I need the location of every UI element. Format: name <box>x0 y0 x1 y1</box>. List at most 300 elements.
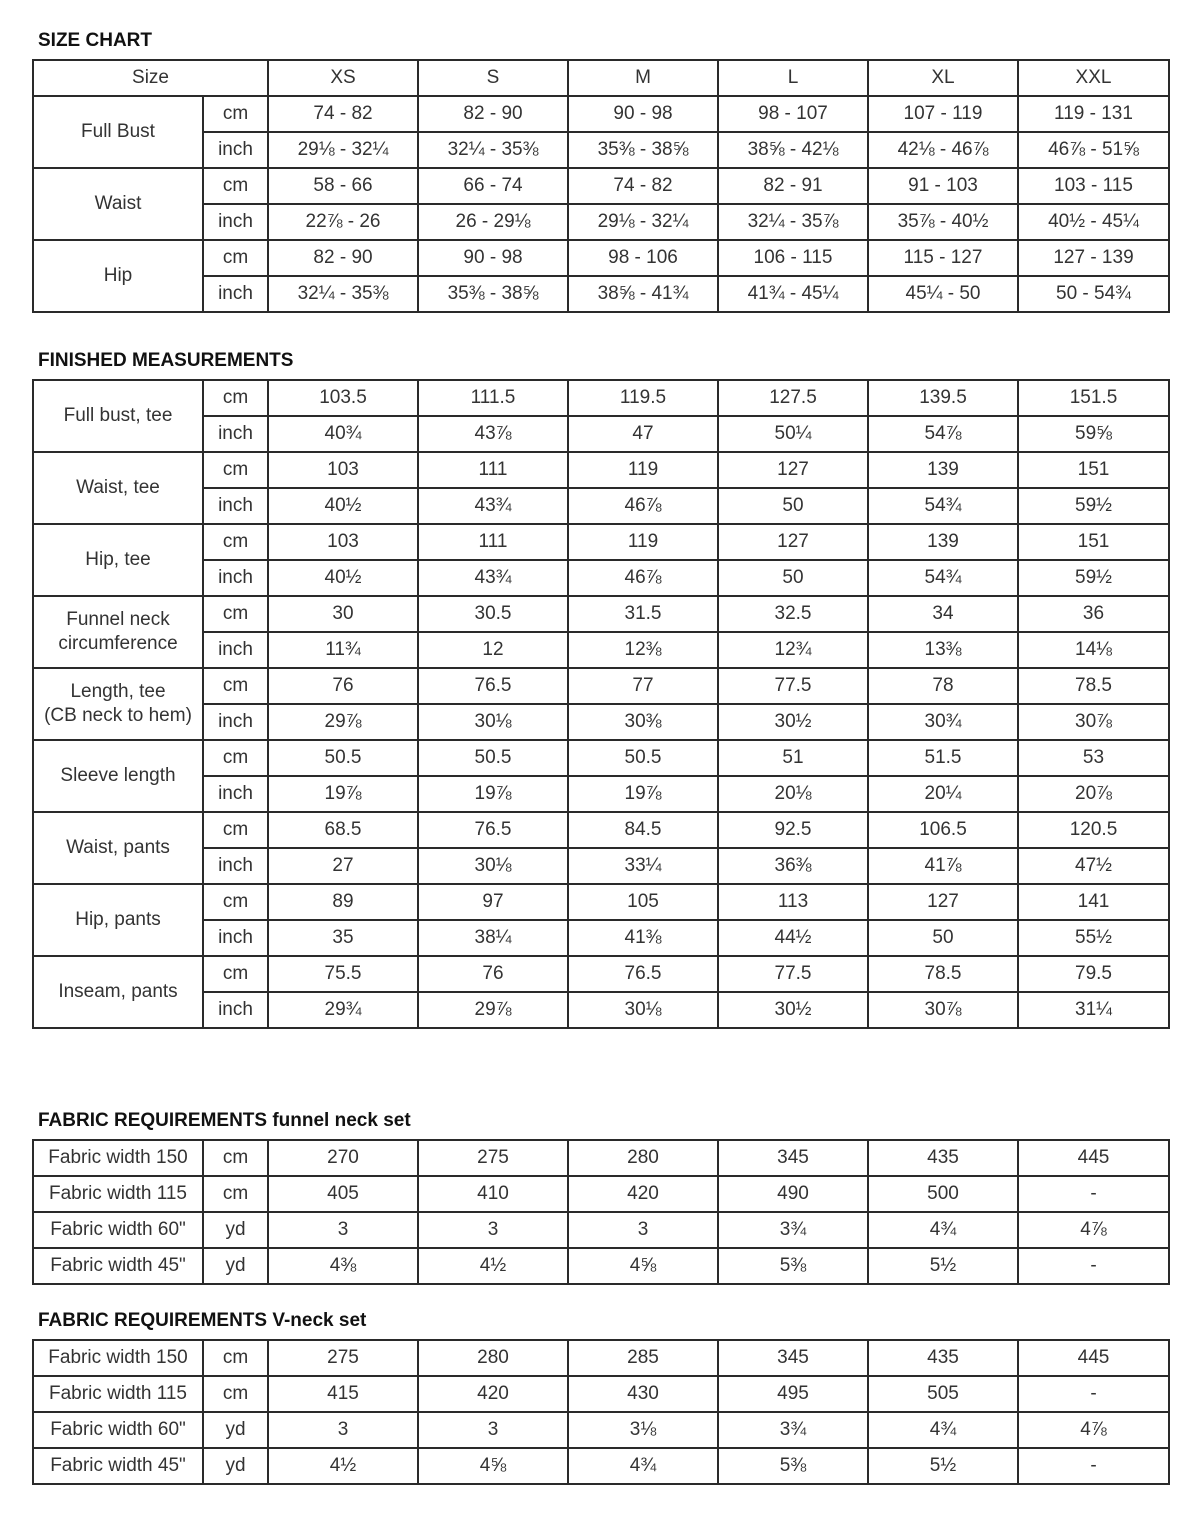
value-cell: 430 <box>568 1376 718 1412</box>
value-cell: - <box>1018 1448 1169 1484</box>
table-row <box>33 276 1169 312</box>
value-cell: 106.5 <box>868 812 1018 848</box>
value-cell: 40¾ <box>268 416 418 452</box>
value-cell: 490 <box>718 1176 868 1212</box>
value-cell: 5½ <box>868 1248 1018 1284</box>
table-row <box>33 992 1169 1028</box>
unit-cell: inch <box>203 276 268 312</box>
unit-cell: cm <box>203 1340 268 1376</box>
value-cell: 139 <box>868 452 1018 488</box>
size-column-header: XL <box>868 60 1018 96</box>
value-cell: 4⅞ <box>1018 1212 1169 1248</box>
value-cell: 35⅞ - 40½ <box>868 204 1018 240</box>
measurement-label <box>33 380 203 452</box>
value-cell: 55½ <box>1018 920 1169 956</box>
value-cell: 111 <box>418 524 568 560</box>
value-cell: 420 <box>568 1176 718 1212</box>
table-row <box>33 812 1169 848</box>
value-cell: 50 <box>718 560 868 596</box>
unit-cell: cm <box>203 452 268 488</box>
value-cell: 139 <box>868 524 1018 560</box>
unit-cell: inch <box>203 848 268 884</box>
table-row <box>33 848 1169 884</box>
value-cell: 3¾ <box>718 1212 868 1248</box>
value-cell: 30 <box>268 596 418 632</box>
value-cell: 3 <box>418 1212 568 1248</box>
table-row <box>33 96 1169 132</box>
value-cell: 415 <box>268 1376 418 1412</box>
unit-cell: cm <box>203 524 268 560</box>
value-cell: 151 <box>1018 452 1169 488</box>
measurement-label: Full Bust <box>33 96 203 168</box>
size-column-header: XS <box>268 60 418 96</box>
value-cell: 445 <box>1018 1140 1169 1176</box>
value-cell: 77.5 <box>718 956 868 992</box>
value-cell: 59½ <box>1018 488 1169 524</box>
measurement-label-line: (CB neck to hem) <box>44 705 192 726</box>
value-cell: 30⅛ <box>568 992 718 1028</box>
value-cell: 38¼ <box>418 920 568 956</box>
value-cell: 98 - 106 <box>568 240 718 276</box>
value-cell: 3 <box>268 1412 418 1448</box>
value-cell: 97 <box>418 884 568 920</box>
table-row <box>33 168 1169 204</box>
value-cell: 77 <box>568 668 718 704</box>
value-cell: 345 <box>718 1340 868 1376</box>
unit-cell: cm <box>203 96 268 132</box>
table-row <box>33 416 1169 452</box>
value-cell: 30⅜ <box>568 704 718 740</box>
value-cell: 103 <box>268 452 418 488</box>
value-cell: 74 - 82 <box>568 168 718 204</box>
value-cell: 3 <box>568 1212 718 1248</box>
value-cell: 91 - 103 <box>868 168 1018 204</box>
value-cell: 119 <box>568 452 718 488</box>
measurement-label <box>33 956 203 1028</box>
value-cell: 33¼ <box>568 848 718 884</box>
unit-cell: inch <box>203 920 268 956</box>
unit-cell: cm <box>203 1376 268 1412</box>
value-cell: - <box>1018 1248 1169 1284</box>
value-cell: 41⅜ <box>568 920 718 956</box>
fabric-width-label: Fabric width 150 <box>33 1340 203 1376</box>
table-row <box>33 668 1169 704</box>
value-cell: 119 <box>568 524 718 560</box>
value-cell: 31¼ <box>1018 992 1169 1028</box>
fabric-width-label: Fabric width 150 <box>33 1140 203 1176</box>
measurement-label-line: circumference <box>58 633 178 654</box>
unit-cell: cm <box>203 956 268 992</box>
value-cell: 111.5 <box>418 380 568 416</box>
value-cell: 4⅜ <box>268 1248 418 1284</box>
value-cell: 275 <box>268 1340 418 1376</box>
value-cell: 127 <box>718 452 868 488</box>
unit-cell: inch <box>203 416 268 452</box>
measurement-label-line: Hip, tee <box>85 549 151 570</box>
value-cell: 82 - 90 <box>418 96 568 132</box>
finished-measurements-table <box>32 379 1170 1029</box>
value-cell: 40½ - 45¼ <box>1018 204 1169 240</box>
table-row <box>33 596 1169 632</box>
measurement-label <box>33 884 203 956</box>
table-row <box>33 956 1169 992</box>
value-cell: 41⅞ <box>868 848 1018 884</box>
unit-cell: inch <box>203 992 268 1028</box>
value-cell: 46⅞ - 51⅝ <box>1018 132 1169 168</box>
unit-cell: cm <box>203 884 268 920</box>
unit-cell: inch <box>203 488 268 524</box>
unit-cell: inch <box>203 560 268 596</box>
value-cell: 92.5 <box>718 812 868 848</box>
value-cell: 22⅞ - 26 <box>268 204 418 240</box>
measurement-label <box>33 596 203 668</box>
value-cell: 500 <box>868 1176 1018 1212</box>
value-cell: 4¾ <box>568 1448 718 1484</box>
fabric-funnel-title: FABRIC REQUIREMENTS funnel neck set <box>38 1110 411 1131</box>
value-cell: 54⅞ <box>868 416 1018 452</box>
value-cell: 36 <box>1018 596 1169 632</box>
size-column-header: M <box>568 60 718 96</box>
unit-cell: cm <box>203 740 268 776</box>
value-cell: 26 - 29⅛ <box>418 204 568 240</box>
measurement-label-line: Inseam, pants <box>58 981 178 1002</box>
value-cell: 51 <box>718 740 868 776</box>
value-cell: - <box>1018 1176 1169 1212</box>
value-cell: 405 <box>268 1176 418 1212</box>
value-cell: 82 - 90 <box>268 240 418 276</box>
value-cell: 5½ <box>868 1448 1018 1484</box>
value-cell: 151 <box>1018 524 1169 560</box>
value-cell: 19⅞ <box>568 776 718 812</box>
value-cell: 103.5 <box>268 380 418 416</box>
value-cell: 5⅜ <box>718 1448 868 1484</box>
value-cell: 151.5 <box>1018 380 1169 416</box>
value-cell: 4½ <box>268 1448 418 1484</box>
value-cell: 75.5 <box>268 956 418 992</box>
value-cell: 30.5 <box>418 596 568 632</box>
value-cell: 32¼ - 35⅞ <box>718 204 868 240</box>
value-cell: 46⅞ <box>568 488 718 524</box>
measurement-label: Waist <box>33 168 203 240</box>
value-cell: 45¼ - 50 <box>868 276 1018 312</box>
value-cell: 4¾ <box>868 1212 1018 1248</box>
value-cell: 5⅜ <box>718 1248 868 1284</box>
value-cell: 74 - 82 <box>268 96 418 132</box>
value-cell: 127 <box>718 524 868 560</box>
measurement-label <box>33 668 203 740</box>
table-row <box>33 776 1169 812</box>
table-row <box>33 560 1169 596</box>
table-row <box>33 1412 1169 1448</box>
unit-cell: cm <box>203 668 268 704</box>
unit-cell: cm <box>203 1176 268 1212</box>
value-cell: 3 <box>268 1212 418 1248</box>
value-cell: 89 <box>268 884 418 920</box>
value-cell: 29¾ <box>268 992 418 1028</box>
table-row <box>33 884 1169 920</box>
table-row <box>33 524 1169 560</box>
table-row <box>33 132 1169 168</box>
measurement-label <box>33 452 203 524</box>
unit-cell: cm <box>203 240 268 276</box>
unit-cell: inch <box>203 632 268 668</box>
value-cell: 43¾ <box>418 560 568 596</box>
value-cell: 76.5 <box>418 812 568 848</box>
fabric-vneck-title: FABRIC REQUIREMENTS V-neck set <box>38 1310 367 1331</box>
value-cell: 35 <box>268 920 418 956</box>
measurement-label-line: Hip, pants <box>75 909 161 930</box>
value-cell: 79.5 <box>1018 956 1169 992</box>
value-cell: 20⅞ <box>1018 776 1169 812</box>
value-cell: 50¼ <box>718 416 868 452</box>
unit-cell: cm <box>203 380 268 416</box>
value-cell: 4½ <box>418 1248 568 1284</box>
value-cell: 103 - 115 <box>1018 168 1169 204</box>
fabric-width-label: Fabric width 60" <box>33 1412 203 1448</box>
value-cell: 47 <box>568 416 718 452</box>
table-row <box>33 204 1169 240</box>
value-cell: 50 <box>718 488 868 524</box>
size-column-header: XXL <box>1018 60 1169 96</box>
value-cell: 31.5 <box>568 596 718 632</box>
value-cell: 77.5 <box>718 668 868 704</box>
measurement-label <box>33 524 203 596</box>
value-cell: 141 <box>1018 884 1169 920</box>
table-row <box>33 488 1169 524</box>
value-cell: 66 - 74 <box>418 168 568 204</box>
measurement-label-line: Waist, tee <box>76 477 160 498</box>
size-header-row <box>33 60 1169 96</box>
value-cell: 11¾ <box>268 632 418 668</box>
measurement-label-line: Waist, pants <box>66 837 170 858</box>
value-cell: 32¼ - 35⅜ <box>268 276 418 312</box>
value-cell: 58 - 66 <box>268 168 418 204</box>
table-row <box>33 740 1169 776</box>
value-cell: 3⅛ <box>568 1412 718 1448</box>
value-cell: 59½ <box>1018 560 1169 596</box>
value-cell: 115 - 127 <box>868 240 1018 276</box>
value-cell: 13⅜ <box>868 632 1018 668</box>
value-cell: 105 <box>568 884 718 920</box>
value-cell: 50 - 54¾ <box>1018 276 1169 312</box>
value-cell: - <box>1018 1376 1169 1412</box>
value-cell: 35⅜ - 38⅝ <box>568 132 718 168</box>
value-cell: 12¾ <box>718 632 868 668</box>
size-header-label: Size <box>33 60 268 96</box>
measurement-label <box>33 740 203 812</box>
unit-cell: yd <box>203 1448 268 1484</box>
unit-cell: yd <box>203 1212 268 1248</box>
value-cell: 127 - 139 <box>1018 240 1169 276</box>
value-cell: 42⅛ - 46⅞ <box>868 132 1018 168</box>
unit-cell: cm <box>203 812 268 848</box>
value-cell: 54¾ <box>868 560 1018 596</box>
value-cell: 30¾ <box>868 704 1018 740</box>
fabric-funnel-table <box>32 1139 1170 1285</box>
measurement-label-line: Length, tee <box>70 681 166 702</box>
value-cell: 40½ <box>268 560 418 596</box>
value-cell: 59⅝ <box>1018 416 1169 452</box>
value-cell: 3¾ <box>718 1412 868 1448</box>
value-cell: 435 <box>868 1340 1018 1376</box>
table-row <box>33 380 1169 416</box>
value-cell: 275 <box>418 1140 568 1176</box>
unit-cell: inch <box>203 776 268 812</box>
value-cell: 68.5 <box>268 812 418 848</box>
table-row <box>33 1376 1169 1412</box>
value-cell: 280 <box>418 1340 568 1376</box>
value-cell: 435 <box>868 1140 1018 1176</box>
value-cell: 44½ <box>718 920 868 956</box>
value-cell: 4¾ <box>868 1412 1018 1448</box>
table-row <box>33 1448 1169 1484</box>
value-cell: 46⅞ <box>568 560 718 596</box>
value-cell: 41¾ - 45¼ <box>718 276 868 312</box>
value-cell: 127.5 <box>718 380 868 416</box>
value-cell: 119 - 131 <box>1018 96 1169 132</box>
value-cell: 30½ <box>718 704 868 740</box>
measurement-label <box>33 812 203 884</box>
unit-cell: inch <box>203 704 268 740</box>
table-row <box>33 452 1169 488</box>
value-cell: 27 <box>268 848 418 884</box>
table-row <box>33 1140 1169 1176</box>
unit-cell: inch <box>203 204 268 240</box>
value-cell: 90 - 98 <box>568 96 718 132</box>
value-cell: 19⅞ <box>418 776 568 812</box>
unit-cell: inch <box>203 132 268 168</box>
value-cell: 495 <box>718 1376 868 1412</box>
fabric-width-label: Fabric width 60" <box>33 1212 203 1248</box>
table-row <box>33 240 1169 276</box>
size-column-header: S <box>418 60 568 96</box>
value-cell: 29⅞ <box>268 704 418 740</box>
finished-measurements-title: FINISHED MEASUREMENTS <box>38 350 294 371</box>
value-cell: 20¼ <box>868 776 1018 812</box>
value-cell: 51.5 <box>868 740 1018 776</box>
table-row <box>33 632 1169 668</box>
value-cell: 76.5 <box>568 956 718 992</box>
value-cell: 505 <box>868 1376 1018 1412</box>
unit-cell: yd <box>203 1248 268 1284</box>
value-cell: 30⅛ <box>418 848 568 884</box>
value-cell: 76 <box>268 668 418 704</box>
value-cell: 12⅜ <box>568 632 718 668</box>
unit-cell: cm <box>203 168 268 204</box>
value-cell: 345 <box>718 1140 868 1176</box>
value-cell: 78.5 <box>868 956 1018 992</box>
unit-cell: cm <box>203 1140 268 1176</box>
value-cell: 280 <box>568 1140 718 1176</box>
table-row <box>33 1248 1169 1284</box>
value-cell: 4⅝ <box>568 1248 718 1284</box>
value-cell: 29⅞ <box>418 992 568 1028</box>
fabric-width-label: Fabric width 45" <box>33 1248 203 1284</box>
value-cell: 29⅛ - 32¼ <box>568 204 718 240</box>
value-cell: 90 - 98 <box>418 240 568 276</box>
value-cell: 20⅛ <box>718 776 868 812</box>
table-row <box>33 704 1169 740</box>
table-row <box>33 1340 1169 1376</box>
value-cell: 38⅝ - 42⅛ <box>718 132 868 168</box>
value-cell: 38⅝ - 41¾ <box>568 276 718 312</box>
value-cell: 410 <box>418 1176 568 1212</box>
value-cell: 98 - 107 <box>718 96 868 132</box>
table-row <box>33 920 1169 956</box>
value-cell: 43⅞ <box>418 416 568 452</box>
value-cell: 30⅞ <box>868 992 1018 1028</box>
fabric-width-label: Fabric width 45" <box>33 1448 203 1484</box>
table-row <box>33 1212 1169 1248</box>
value-cell: 107 - 119 <box>868 96 1018 132</box>
value-cell: 50.5 <box>568 740 718 776</box>
value-cell: 36⅜ <box>718 848 868 884</box>
value-cell: 50.5 <box>418 740 568 776</box>
unit-cell: cm <box>203 596 268 632</box>
size-chart-title: SIZE CHART <box>38 30 152 51</box>
value-cell: 12 <box>418 632 568 668</box>
value-cell: 103 <box>268 524 418 560</box>
value-cell: 30½ <box>718 992 868 1028</box>
measurement-label-line: Funnel neck <box>66 609 170 630</box>
value-cell: 4⅞ <box>1018 1412 1169 1448</box>
value-cell: 78 <box>868 668 1018 704</box>
table-row <box>33 1176 1169 1212</box>
value-cell: 3 <box>418 1412 568 1448</box>
value-cell: 76.5 <box>418 668 568 704</box>
value-cell: 270 <box>268 1140 418 1176</box>
value-cell: 50.5 <box>268 740 418 776</box>
value-cell: 127 <box>868 884 1018 920</box>
value-cell: 445 <box>1018 1340 1169 1376</box>
value-cell: 285 <box>568 1340 718 1376</box>
value-cell: 32.5 <box>718 596 868 632</box>
value-cell: 30⅞ <box>1018 704 1169 740</box>
value-cell: 53 <box>1018 740 1169 776</box>
fabric-vneck-table <box>32 1339 1170 1485</box>
value-cell: 29⅛ - 32¼ <box>268 132 418 168</box>
measurement-label-line: Sleeve length <box>60 765 176 786</box>
value-cell: 50 <box>868 920 1018 956</box>
value-cell: 34 <box>868 596 1018 632</box>
value-cell: 40½ <box>268 488 418 524</box>
value-cell: 4⅝ <box>418 1448 568 1484</box>
value-cell: 54¾ <box>868 488 1018 524</box>
value-cell: 119.5 <box>568 380 718 416</box>
unit-cell: yd <box>203 1412 268 1448</box>
size-column-header: L <box>718 60 868 96</box>
measurement-label: Hip <box>33 240 203 312</box>
value-cell: 78.5 <box>1018 668 1169 704</box>
value-cell: 111 <box>418 452 568 488</box>
value-cell: 32¼ - 35⅜ <box>418 132 568 168</box>
fabric-width-label: Fabric width 115 <box>33 1376 203 1412</box>
value-cell: 47½ <box>1018 848 1169 884</box>
value-cell: 19⅞ <box>268 776 418 812</box>
value-cell: 82 - 91 <box>718 168 868 204</box>
value-cell: 420 <box>418 1376 568 1412</box>
value-cell: 106 - 115 <box>718 240 868 276</box>
value-cell: 35⅜ - 38⅝ <box>418 276 568 312</box>
measurement-label-line: Full bust, tee <box>63 405 173 426</box>
value-cell: 84.5 <box>568 812 718 848</box>
value-cell: 14⅛ <box>1018 632 1169 668</box>
fabric-width-label: Fabric width 115 <box>33 1176 203 1212</box>
value-cell: 30⅛ <box>418 704 568 740</box>
value-cell: 43¾ <box>418 488 568 524</box>
size-chart-table <box>32 59 1170 313</box>
value-cell: 120.5 <box>1018 812 1169 848</box>
